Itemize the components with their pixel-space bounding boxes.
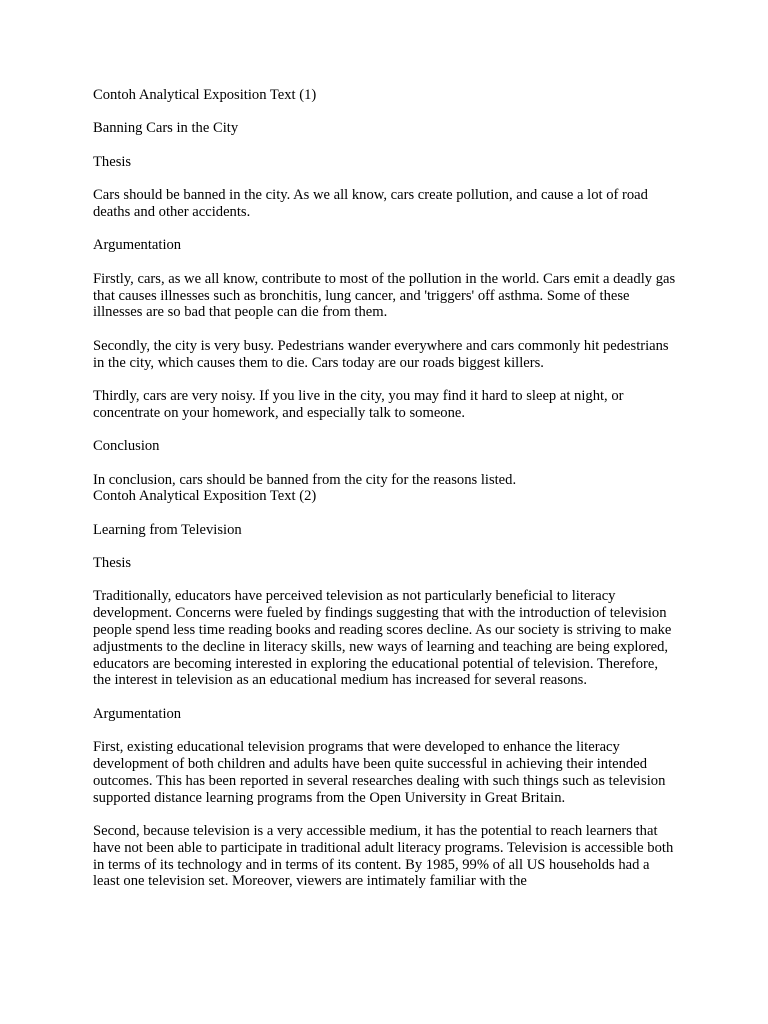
text2-argumentation-label: Argumentation xyxy=(93,705,182,722)
text1-heading: Contoh Analytical Exposition Text (1) xyxy=(93,87,317,103)
text1-argument-1: Firstly, cars, as we all know, contribute to most of the pollution in the world. Cars emit a deadly gas that causes illnesses such as bronchitis, lung cancer, and 'triggers' off asthma. Some of these illnesses are so bad that people can die from them. xyxy=(93,270,676,321)
text1-title: Banning Cars in the City xyxy=(93,120,239,137)
document-page xyxy=(93,87,678,907)
text1-argument-2: Secondly, the city is very busy. Pedestrians wander everywhere and cars commonly hit pedestrians in the city, which causes them to die. Cars today are our roads biggest killers. xyxy=(93,337,669,371)
text1-conclusion: In conclusion, cars should be banned from the city for the reasons listed. xyxy=(93,471,517,488)
text1-argument-3: Thirdly, cars are very noisy. If you live in the city, you may find it hard to sleep at night, or concentrate on your homework, and especially talk to someone. xyxy=(93,387,624,421)
text1-argumentation-label: Argumentation xyxy=(93,237,182,254)
text2-heading: Contoh Analytical Exposition Text (2) xyxy=(93,488,317,505)
text1-conclusion-label: Conclusion xyxy=(93,438,160,455)
text2-argument-2: Second, because television is a very accessible medium, it has the potential to reach learners that have not been able to participate in traditional adult literacy programs. Television is accessible both in terms of its technology and in terms of its content. By 1985, 99% of all US households had a least one television set. Moreover, viewers are intimately familiar with the xyxy=(93,823,674,890)
text2-title: Learning from Television xyxy=(93,521,242,538)
text1-thesis-label: Thesis xyxy=(93,153,132,170)
text2-argument-1: First, existing educational television programs that were developed to enhance the literacy development of both children and adults have been quite successful in achieving their intended outcomes. This has been reported in several researches dealing with such things such as television supported distance learning programs from the Open University in Great Britain. xyxy=(93,739,666,806)
text1-thesis: Cars should be banned in the city. As we all know, cars create pollution, and cause a lot of road deaths and other accidents. xyxy=(93,187,648,220)
text2-thesis-label: Thesis xyxy=(93,555,132,572)
text2-thesis: Traditionally, educators have perceived television as not particularly beneficial to literacy development. Concerns were fueled by findings suggesting that with the introduction of television people spend less time reading books and reading scores decline. As our society is striving to make adjustments to the decline in literacy skills, new ways of learning and teaching are being explored, educators are becoming interested in exploring the educational potential of television. Therefore, the interest in television as an educational medium has increased for several reasons. xyxy=(93,588,672,689)
